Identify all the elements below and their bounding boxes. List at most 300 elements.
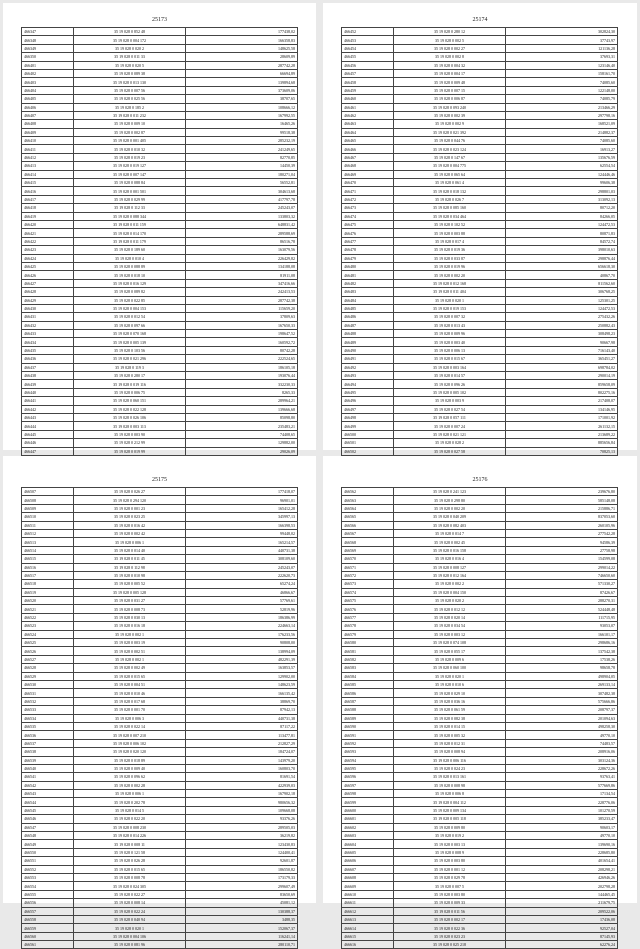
- document-page: [3, 3, 316, 454]
- cell-value: 261132,15: [506, 422, 618, 430]
- cell-cadastral-number: 35 19 028 0 003 40: [394, 338, 506, 346]
- cell-cadastral-number: 35 19 028 0 002 51: [74, 647, 186, 655]
- cell-value: 213466,29: [506, 103, 618, 111]
- cell-cadastral-number: 35 19 028 0 020 120: [74, 748, 186, 756]
- cell-value: 226429,82: [186, 254, 298, 262]
- cell-cadastral-number: 35 19 028 0 016 4: [394, 555, 506, 563]
- cell-cadastral-number: 35 19 028 0 010 4: [74, 254, 186, 262]
- cell-cadastral-number: 35 19 028 0 002 42: [74, 529, 186, 537]
- cell-id: 466596: [342, 773, 394, 781]
- cell-id: 466528: [22, 664, 74, 672]
- cell-cadastral-number: 35 19 028 0 019 36: [394, 246, 506, 254]
- cell-cadastral-number: 35 19 028 0 014 5: [74, 806, 186, 814]
- cell-cadastral-number: 35 19 028 0 024 23: [394, 764, 506, 772]
- cell-id: 466489: [342, 338, 394, 346]
- table-row: [22, 86, 298, 94]
- cell-value: 260105,96: [506, 521, 618, 529]
- cell-value: 138994,09: [186, 647, 298, 655]
- cell-id: 466414: [22, 170, 74, 178]
- table-row: [342, 430, 618, 438]
- cell-value: 280110,71: [186, 941, 298, 949]
- table-row: [342, 28, 618, 36]
- cell-id: 466435: [22, 346, 74, 354]
- table-row: [22, 722, 298, 730]
- cell-id: 466402: [22, 69, 74, 77]
- cell-cadastral-number: 35 19 028 0 002 45: [394, 538, 506, 546]
- cell-id: 466558: [22, 915, 74, 923]
- cell-cadastral-number: 35 19 028 0 022 24: [74, 907, 186, 915]
- cell-id: 466422: [22, 237, 74, 245]
- table-row: [342, 941, 618, 949]
- table-row: [22, 672, 298, 680]
- cell-value: 235483,21: [186, 422, 298, 430]
- table-row: [342, 145, 618, 153]
- cell-value: 648831,42: [186, 220, 298, 228]
- cell-cadastral-number: 35 19 028 0 014 40: [74, 546, 186, 554]
- table-row: [342, 798, 618, 806]
- cell-cadastral-number: 35 19 028 0 025 218: [394, 941, 506, 949]
- cell-cadastral-number: 35 19 028 0 002 9: [394, 120, 506, 128]
- cell-id: 466469: [342, 170, 394, 178]
- table-row: [342, 722, 618, 730]
- cell-value: 137542,38: [506, 647, 618, 655]
- cell-id: 466418: [22, 204, 74, 212]
- cell-cadastral-number: 35 19 028 0 040 209: [394, 513, 506, 521]
- cell-cadastral-number: 35 19 028 0 013 161: [394, 773, 506, 781]
- cell-id: 466569: [342, 546, 394, 554]
- cell-value: 139894,68: [186, 78, 298, 86]
- cell-value: 154599,08: [506, 555, 618, 563]
- cell-value: 202798,28: [506, 882, 618, 890]
- cell-value: 208916,06: [506, 748, 618, 756]
- cell-value: 92601,87: [186, 857, 298, 865]
- cell-value: 93763,41: [506, 773, 618, 781]
- cell-id: 466419: [22, 212, 74, 220]
- cell-cadastral-number: 35 19 028 0 020 1: [394, 672, 506, 680]
- cell-cadastral-number: 35 19 028 0 019 116: [74, 380, 186, 388]
- cell-cadastral-number: 35 19 028 0 005 139: [74, 338, 186, 346]
- cell-cadastral-number: 35 19 028 0 018 132: [394, 187, 506, 195]
- table-row: [342, 179, 618, 187]
- cell-value: 81691,54: [186, 773, 298, 781]
- cell-id: 466527: [22, 655, 74, 663]
- cell-id: 466547: [22, 823, 74, 831]
- cell-value: 242413,53: [186, 288, 298, 296]
- cell-value: 111715,95: [506, 613, 618, 621]
- cell-value: 81911,08: [186, 271, 298, 279]
- table-row: [22, 78, 298, 86]
- table-row: [22, 363, 298, 371]
- cell-id: 466420: [22, 220, 74, 228]
- cell-id: 466606: [342, 857, 394, 865]
- table-row: [342, 647, 618, 655]
- cell-cadastral-number: 35 19 028 0 006 3: [74, 714, 186, 722]
- cell-value: 167650,33: [186, 321, 298, 329]
- cell-cadastral-number: 35 19 028 0 009 6: [394, 655, 506, 663]
- cell-cadastral-number: 35 19 028 0 001 12: [394, 865, 506, 873]
- cell-cadastral-number: 35 19 028 0 020 1: [394, 296, 506, 304]
- table-row: [22, 873, 298, 881]
- cell-id: 466579: [342, 630, 394, 638]
- cell-cadastral-number: 35 19 028 0 025 56: [74, 95, 186, 103]
- cell-cadastral-number: 35 19 028 0 002 39: [394, 111, 506, 119]
- table-row: [342, 882, 618, 890]
- table-row: [342, 363, 618, 371]
- cell-cadastral-number: 35 19 028 0 088 89: [74, 262, 186, 270]
- cell-cadastral-number: 35 19 028 0 020 5: [74, 61, 186, 69]
- table-row: [342, 907, 618, 915]
- cell-id: 466424: [22, 254, 74, 262]
- cell-cadastral-number: 35 19 028 0 102 52: [394, 220, 506, 228]
- cell-id: 466481: [342, 271, 394, 279]
- table-row: [342, 538, 618, 546]
- cell-value: 306768,25: [506, 288, 618, 296]
- cell-cadastral-number: 35 19 028 0 003 80: [394, 857, 506, 865]
- cell-cadastral-number: 35 19 028 0 012 12: [394, 605, 506, 613]
- cell-id: 466406: [22, 103, 74, 111]
- cell-value: 36219,82: [186, 832, 298, 840]
- cell-cadastral-number: 35 19 028 0 009 40: [74, 764, 186, 772]
- cell-cadastral-number: 35 19 028 0 003 88: [394, 229, 506, 237]
- cell-cadastral-number: 35 19 028 0 202 78: [74, 798, 186, 806]
- cell-cadastral-number: 35 19 028 0 005 32: [394, 731, 506, 739]
- cell-id: 466534: [22, 714, 74, 722]
- cell-value: 347416,66: [186, 279, 298, 287]
- cell-id: 466456: [342, 61, 394, 69]
- cell-id: 466543: [22, 790, 74, 798]
- cell-id: 466462: [342, 111, 394, 119]
- cell-value: 166135,42: [186, 689, 298, 697]
- table-row: [342, 571, 618, 579]
- cell-id: 466409: [22, 128, 74, 136]
- cell-value: 37743,97: [506, 36, 618, 44]
- cell-id: 466507: [22, 488, 74, 496]
- cell-value: 163853,57: [186, 664, 298, 672]
- table-row: [22, 857, 298, 865]
- table-row: [22, 330, 298, 338]
- table-row: [342, 128, 618, 136]
- cell-value: 16913,27: [506, 145, 618, 153]
- cell-id: 466586: [342, 689, 394, 697]
- cell-id: 466611: [342, 899, 394, 907]
- table-row: [22, 397, 298, 405]
- cell-value: 215886,71: [506, 504, 618, 512]
- table-row: [342, 806, 618, 814]
- cell-value: 373609,06: [186, 86, 298, 94]
- cell-cadastral-number: 35 19 028 0 007 147: [74, 170, 186, 178]
- cell-cadastral-number: 35 19 028 0 005 102: [394, 388, 506, 396]
- cell-value: 186105,18: [186, 363, 298, 371]
- cell-id: 466559: [22, 924, 74, 932]
- cell-id: 466521: [22, 605, 74, 613]
- cell-value: 224663,14: [186, 622, 298, 630]
- cell-id: 466466: [342, 145, 394, 153]
- cell-id: 466348: [22, 36, 74, 44]
- table-row: [22, 28, 298, 36]
- cell-id: 466537: [22, 739, 74, 747]
- table-row: [22, 95, 298, 103]
- cell-id: 466488: [342, 330, 394, 338]
- table-row: [342, 262, 618, 270]
- cell-cadastral-number: 35 19 028 0 033 87: [394, 254, 506, 262]
- cell-value: 228672,26: [506, 764, 618, 772]
- table-row: [22, 170, 298, 178]
- table-row: [22, 706, 298, 714]
- table-row: [22, 764, 298, 772]
- cell-id: 466459: [342, 86, 394, 94]
- cell-value: 385233,47: [506, 815, 618, 823]
- table-row: [342, 697, 618, 705]
- cell-id: 466562: [342, 488, 394, 496]
- cell-id: 466431: [22, 313, 74, 321]
- cell-cadastral-number: 35 19 028 0 008 9: [394, 848, 506, 856]
- table-row: [22, 279, 298, 287]
- cell-value: 80742,28: [186, 346, 298, 354]
- cell-id: 466457: [342, 69, 394, 77]
- cell-value: 99518,38: [186, 128, 298, 136]
- cell-cadastral-number: 35 19 028 0 010 32: [74, 145, 186, 153]
- parcel-table: [21, 27, 298, 489]
- table-row: [22, 899, 298, 907]
- table-row: [22, 865, 298, 873]
- cell-value: 184724,07: [186, 748, 298, 756]
- cell-cadastral-number: 35 19 028 0 008 11: [74, 840, 186, 848]
- cell-value: 125301,25: [506, 296, 618, 304]
- cell-cadastral-number: 35 19 028 0 034 464: [394, 212, 506, 220]
- cell-cadastral-number: 35 19 028 0 070 168: [74, 330, 186, 338]
- cell-value: 482291,39: [186, 655, 298, 663]
- cell-cadastral-number: 35 19 028 0 002 27: [394, 44, 506, 52]
- cell-cadastral-number: 35 19 028 0 003 19: [74, 639, 186, 647]
- cell-value: 87942,13: [186, 706, 298, 714]
- table-row: [342, 271, 618, 279]
- table-row: [22, 580, 298, 588]
- cell-cadastral-number: 35 19 028 0 021 121: [394, 430, 506, 438]
- cell-cadastral-number: 35 19 028 0 021 392: [394, 128, 506, 136]
- table-row: [22, 212, 298, 220]
- table-row: [342, 296, 618, 304]
- table-row: [22, 605, 298, 613]
- cell-value: 980656,32: [186, 798, 298, 806]
- table-row: [342, 773, 618, 781]
- cell-id: 466464: [342, 128, 394, 136]
- table-row: [342, 439, 618, 447]
- cell-cadastral-number: 35 19 028 0 015 65: [74, 865, 186, 873]
- table-row: [22, 689, 298, 697]
- cell-cadastral-number: 35 19 028 0 028 2: [394, 439, 506, 447]
- table-row: [22, 439, 298, 447]
- cell-value: 250882,43: [506, 321, 618, 329]
- cell-value: 66694,89: [186, 69, 298, 77]
- cell-value: 698784,02: [506, 363, 618, 371]
- table-row: [342, 162, 618, 170]
- cell-id: 466494: [342, 380, 394, 388]
- cell-id: 466538: [22, 748, 74, 756]
- table-row: [342, 346, 618, 354]
- cell-value: 121136,28: [506, 44, 618, 52]
- cell-id: 466474: [342, 212, 394, 220]
- cell-cadastral-number: 35 19 028 0 013 43: [394, 321, 506, 329]
- cell-value: 498904,05: [506, 672, 618, 680]
- cell-id: 466536: [22, 731, 74, 739]
- cell-cadastral-number: 35 19 028 0 212 99: [74, 439, 186, 447]
- cell-cadastral-number: 35 19 028 0 022 20: [74, 815, 186, 823]
- cell-cadastral-number: 35 19 028 0 007 56: [74, 86, 186, 94]
- table-row: [342, 488, 618, 496]
- cell-id: 466540: [22, 764, 74, 772]
- table-row: [342, 204, 618, 212]
- cell-value: 124472,53: [506, 304, 618, 312]
- cell-value: 837053,60: [506, 513, 618, 521]
- cell-id: 466460: [342, 95, 394, 103]
- cell-cadastral-number: 35 19 028 0 006 87: [394, 95, 506, 103]
- cell-value: 3488,35: [186, 915, 298, 923]
- cell-cadastral-number: 35 19 028 0 008 230: [74, 823, 186, 831]
- cell-id: 466405: [22, 95, 74, 103]
- table-row: [22, 69, 298, 77]
- cell-value: 222620,73: [186, 571, 298, 579]
- table-row: [342, 790, 618, 798]
- cell-value: 62554,54: [506, 162, 618, 170]
- cell-id: 466553: [22, 873, 74, 881]
- cell-id: 466461: [342, 103, 394, 111]
- cell-value: 84266,05: [506, 212, 618, 220]
- table-row: [22, 941, 298, 949]
- cell-value: 345997,13: [186, 513, 298, 521]
- table-row: [22, 697, 298, 705]
- cell-value: 152067,37: [186, 924, 298, 932]
- cell-id: 466541: [22, 773, 74, 781]
- cell-id: 466437: [22, 363, 74, 371]
- cell-value: 90603,17: [506, 823, 618, 831]
- table-row: [342, 899, 618, 907]
- cell-cadastral-number: 35 19 028 0 096 26: [394, 380, 506, 388]
- table-row: [342, 304, 618, 312]
- cell-value: 166358,83: [186, 36, 298, 44]
- cell-cadastral-number: 35 19 028 0 096 62: [74, 773, 186, 781]
- table-row: [342, 680, 618, 688]
- cell-value: 83650,69: [186, 890, 298, 898]
- cell-id: 466480: [342, 262, 394, 270]
- cell-cadastral-number: 35 19 028 0 002 87: [74, 128, 186, 136]
- table-row: [22, 405, 298, 413]
- page-number: 25174: [472, 17, 488, 23]
- table-row: [22, 422, 298, 430]
- cell-cadastral-number: 35 19 028 0 003 9: [394, 397, 506, 405]
- cell-cadastral-number: 35 19 028 0 015 67: [394, 355, 506, 363]
- cell-cadastral-number: 35 19 028 0 020 1: [74, 924, 186, 932]
- cell-id: 466413: [22, 162, 74, 170]
- cell-id: 466436: [22, 355, 74, 363]
- table-row: [22, 731, 298, 739]
- cell-id: 466589: [342, 714, 394, 722]
- table-row: [22, 655, 298, 663]
- cell-id: 466564: [342, 504, 394, 512]
- cell-value: 16465,26: [186, 120, 298, 128]
- table-row: [342, 756, 618, 764]
- cell-value: 90667,98: [506, 338, 618, 346]
- cell-id: 466582: [342, 655, 394, 663]
- cell-cadastral-number: 35 19 028 0 022 14: [74, 722, 186, 730]
- table-row: [22, 890, 298, 898]
- table-row: [342, 546, 618, 554]
- table-row: [342, 613, 618, 621]
- cell-id: 466501: [342, 439, 394, 447]
- cell-id: 466610: [342, 890, 394, 898]
- cell-value: 245243,07: [186, 563, 298, 571]
- cell-id: 466498: [342, 413, 394, 421]
- table-row: [342, 86, 618, 94]
- cell-cadastral-number: 35 19 028 0 004 172: [74, 36, 186, 44]
- cell-cadastral-number: 35 19 028 0 008 94: [394, 748, 506, 756]
- cell-value: 80871,83: [506, 229, 618, 237]
- cell-value: 65274,24: [186, 580, 298, 588]
- table-row: [22, 111, 298, 119]
- cell-cadastral-number: 35 19 028 0 040 94: [74, 915, 186, 923]
- cell-cadastral-number: 35 19 028 0 030 13: [74, 613, 186, 621]
- table-row: [342, 815, 618, 823]
- table-row: [22, 513, 298, 521]
- table-row: [342, 655, 618, 663]
- cell-id: 466423: [22, 246, 74, 254]
- table-row: [342, 597, 618, 605]
- cell-cadastral-number: 35 19 028 0 093 240: [394, 103, 506, 111]
- cell-value: 575666,86: [506, 697, 618, 705]
- cell-cadastral-number: 35 19 028 0 004 32: [394, 61, 506, 69]
- table-row: [22, 61, 298, 69]
- table-row: [342, 338, 618, 346]
- cell-value: 134146,95: [506, 405, 618, 413]
- table-row: [342, 529, 618, 537]
- table-row: [342, 288, 618, 296]
- cell-id: 466592: [342, 739, 394, 747]
- cell-cadastral-number: 35 19 028 0 280 17: [74, 372, 186, 380]
- cell-value: 176233,56: [186, 630, 298, 638]
- table-row: [22, 447, 298, 455]
- cell-value: 289505,03: [186, 823, 298, 831]
- cell-value: 201094,63: [506, 714, 618, 722]
- cell-id: 466557: [22, 907, 74, 915]
- table-row: [22, 195, 298, 203]
- table-row: [342, 764, 618, 772]
- cell-cadastral-number: 35 19 028 0 009 48: [394, 78, 506, 86]
- cell-value: 85098,80: [186, 413, 298, 421]
- table-row: [342, 504, 618, 512]
- table-row: [342, 153, 618, 161]
- cell-value: 289588,69: [186, 229, 298, 237]
- cell-id: 466524: [22, 630, 74, 638]
- cell-id: 466604: [342, 840, 394, 848]
- cell-value: 498258,30: [506, 722, 618, 730]
- table-row: [342, 890, 618, 898]
- cell-cadastral-number: 35 19 028 0 085 160: [394, 204, 506, 212]
- cell-id: 466578: [342, 622, 394, 630]
- cell-value: 130388,37: [186, 907, 298, 915]
- table-row: [22, 571, 298, 579]
- cell-cadastral-number: 35 19 028 0 241 123: [394, 488, 506, 496]
- cell-id: 466499: [342, 422, 394, 430]
- cell-value: 297798,16: [506, 111, 618, 119]
- cell-id: 466472: [342, 195, 394, 203]
- cell-value: 92527,04: [506, 924, 618, 932]
- cell-cadastral-number: 35 19 028 0 002 20: [394, 504, 506, 512]
- cell-id: 466467: [342, 153, 394, 161]
- cell-id: 466598: [342, 790, 394, 798]
- cell-cadastral-number: 35 19 028 0 005 52: [74, 580, 186, 588]
- table-row: [342, 44, 618, 52]
- cell-value: 57769,61: [186, 597, 298, 605]
- cell-value: 211679,75: [506, 899, 618, 907]
